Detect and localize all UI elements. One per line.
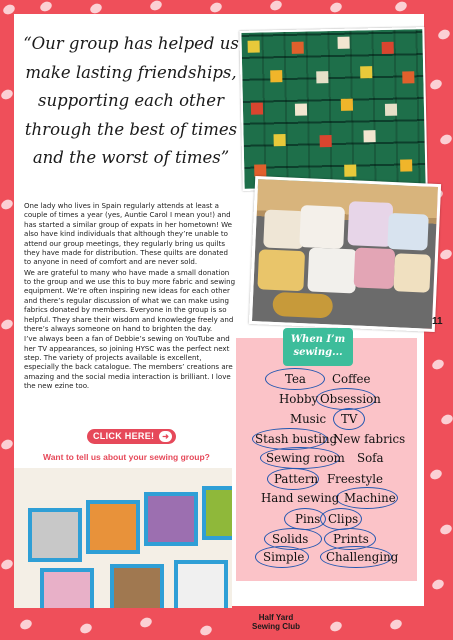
arrow-right-icon: ➜ bbox=[159, 431, 172, 442]
paragraph: One lady who lives in Spain regularly attends at least a couple of times a year (yes, Auntie Carol I mean you!) and has started a similar group of expats in her hometown! We also have kind individuals that although they’re unable to attend our group meetings, they regularly bring us quilts they have made for distribution. These quilts are donated to anyone in need of comfort and are never sold. bbox=[24, 201, 233, 267]
word-tea: Tea bbox=[285, 372, 306, 386]
quilt-block-owl bbox=[144, 492, 198, 546]
quilt-patch bbox=[295, 104, 307, 116]
word-pins: Pins bbox=[295, 512, 321, 526]
quilt-block-bear bbox=[40, 568, 94, 608]
word-tv: TV bbox=[341, 412, 358, 426]
quilt-patch bbox=[402, 71, 414, 83]
quote-line: “Our group has helped us bbox=[23, 34, 239, 53]
quilt-patch bbox=[292, 42, 304, 54]
half-yard-logo bbox=[252, 613, 300, 631]
quilt-patch bbox=[316, 71, 328, 83]
cushion bbox=[387, 213, 429, 251]
quilt-block-fox bbox=[86, 500, 140, 554]
cushions-photo bbox=[249, 176, 441, 332]
logo-line: Half Yard bbox=[258, 613, 294, 622]
word-sewing-room: Sewing room bbox=[266, 451, 345, 465]
word-simple: Simple bbox=[263, 550, 305, 564]
quilt-block-raccoon bbox=[28, 508, 82, 562]
dot bbox=[139, 616, 154, 629]
cushion bbox=[354, 247, 396, 289]
cta-note: Want to tell us about your sewing group? bbox=[43, 452, 210, 462]
dot bbox=[0, 558, 14, 571]
dot bbox=[329, 620, 344, 633]
basket bbox=[272, 292, 333, 319]
badge-line: When I’m bbox=[290, 334, 346, 345]
dot bbox=[0, 438, 14, 451]
dot bbox=[329, 1, 344, 14]
word-new-fabrics: New fabrics bbox=[333, 432, 406, 446]
dot bbox=[199, 624, 214, 637]
dot bbox=[431, 358, 446, 371]
quilt-patch bbox=[251, 102, 263, 114]
paragraph: I’ve always been a fan of Debbie’s sewing on YouTube and her TV appearances, so joining HYSC was the perfect next step. The variety of projects available is excellent, especially the back catalogue. The members’ creations are amazing and the social media interaction is brilliant. I love the new ezine too. bbox=[24, 334, 233, 391]
quilt-photo bbox=[239, 27, 427, 191]
quilt-patch bbox=[254, 164, 266, 176]
click-here-button[interactable] bbox=[87, 429, 176, 444]
quote-line: through the best of times bbox=[24, 119, 238, 139]
dot bbox=[439, 133, 453, 146]
word-hobby: Hobby bbox=[279, 392, 319, 406]
quilt-patch bbox=[363, 130, 375, 142]
quilt-patch bbox=[337, 37, 349, 49]
quilt-patch bbox=[385, 104, 397, 116]
dot bbox=[149, 0, 164, 12]
cushion bbox=[393, 253, 431, 293]
dot bbox=[439, 248, 453, 261]
word-solids: Solids bbox=[272, 532, 309, 546]
quilt-patch bbox=[270, 70, 282, 82]
word-music: Music bbox=[290, 412, 327, 426]
quilt-block-monkey bbox=[110, 564, 164, 608]
word-coffee: Coffee bbox=[332, 372, 371, 386]
dot bbox=[437, 28, 452, 41]
quilt-patch bbox=[320, 135, 332, 147]
dot bbox=[19, 618, 34, 631]
word-pattern: Pattern bbox=[274, 472, 319, 486]
dot bbox=[440, 413, 453, 426]
dot bbox=[209, 1, 224, 14]
cushion bbox=[347, 201, 393, 247]
quilt-patch bbox=[360, 66, 372, 78]
word-sofa: Sofa bbox=[357, 451, 384, 465]
quilt-patch bbox=[248, 41, 260, 53]
dot bbox=[389, 618, 404, 631]
word-stash-busting: Stash busting bbox=[255, 432, 338, 446]
word-machine: Machine bbox=[344, 491, 396, 505]
badge-line: sewing... bbox=[293, 347, 343, 358]
word-challenging: Challenging bbox=[326, 550, 399, 564]
animal-quilt-photo bbox=[14, 468, 232, 608]
page-number: 11 bbox=[432, 316, 443, 327]
dot bbox=[429, 78, 444, 91]
logo-line: Sewing Club bbox=[252, 622, 300, 631]
when-sewing-badge bbox=[283, 328, 353, 366]
dot bbox=[79, 622, 94, 635]
word-obsession: Obsession bbox=[320, 392, 381, 406]
cushion bbox=[263, 209, 305, 249]
quote-line: supporting each other bbox=[38, 91, 224, 110]
dot bbox=[0, 318, 14, 331]
quilt-patch bbox=[274, 134, 286, 146]
quote-line: make lasting friendships, bbox=[25, 62, 237, 82]
dot bbox=[429, 468, 444, 481]
word-clips: Clips bbox=[328, 512, 359, 526]
dot bbox=[39, 0, 54, 13]
article-body bbox=[24, 201, 237, 392]
quilt-patch bbox=[341, 99, 353, 111]
dot bbox=[269, 0, 284, 12]
quote-line: and the worst of times” bbox=[32, 148, 230, 167]
dot bbox=[0, 198, 14, 211]
word-freestyle: Freestyle bbox=[327, 472, 384, 486]
word-prints: Prints bbox=[333, 532, 369, 546]
cushion bbox=[307, 247, 357, 293]
dot bbox=[394, 0, 409, 13]
paragraph: We are grateful to many who have made a small donation to the group and we use this to buy more fabric and sewing equipment. We’re often inspiring new ideas for each other and there’s regular discussion of what we can make using fabrics donated by members. Everyone in the group is so helpful. They share their wisdom and knowledge freely and there’s always someone on hand to brighten the day. bbox=[24, 267, 236, 333]
quilt-patch bbox=[382, 42, 394, 54]
cushion bbox=[299, 205, 345, 249]
dot bbox=[439, 523, 453, 536]
word-hand-sewing: Hand sewing bbox=[261, 491, 340, 505]
dot bbox=[0, 88, 14, 101]
quilt-patch bbox=[344, 165, 356, 177]
pull-quote bbox=[22, 30, 240, 173]
quilt-block-dog bbox=[174, 560, 228, 608]
quilt-patch bbox=[400, 159, 412, 171]
click-here-label: CLICK HERE! bbox=[93, 431, 155, 441]
dot bbox=[431, 578, 446, 591]
quilt-block-frog bbox=[202, 486, 232, 540]
cushion bbox=[257, 249, 305, 291]
